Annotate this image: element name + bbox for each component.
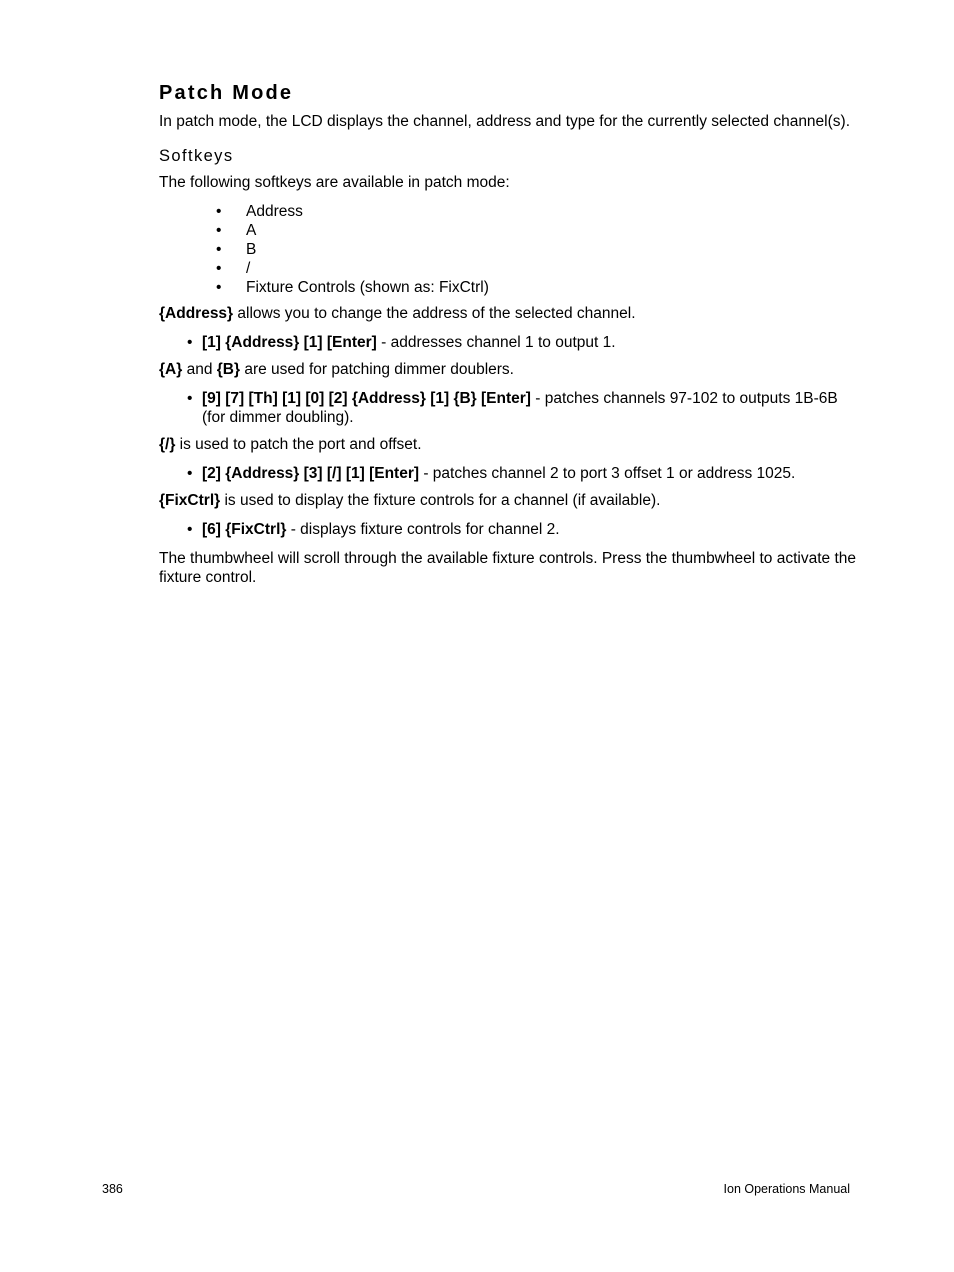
softkey-label: A [246, 222, 257, 239]
key-sequence: [1] {Address} [1] [Enter] [202, 334, 377, 351]
list-item [159, 520, 859, 539]
softkey-name: {/} [159, 436, 176, 453]
address-description [159, 304, 859, 323]
thumbwheel-paragraph: The thumbwheel will scroll through the available fixture controls. Press the thumbwheel to activate the fixture control. [159, 550, 856, 586]
description-text: and [182, 361, 217, 378]
intro-paragraph: In patch mode, the LCD displays the channel, address and type for the currently selected channel(s). [159, 113, 850, 130]
slash-description [159, 435, 859, 454]
list-item [159, 278, 859, 297]
ab-example-list [159, 389, 859, 427]
description-text: is used to display the fixture controls for a channel (if available). [220, 492, 661, 509]
bullet: • [187, 521, 193, 538]
description-text: are used for patching dimmer doublers. [240, 361, 514, 378]
bullet: • [216, 241, 222, 258]
slash-example-list [159, 464, 859, 483]
page-number: 386 [102, 1182, 123, 1196]
example-text: - patches channel 2 to port 3 offset 1 or address 1025. [419, 465, 796, 482]
example-text: - addresses channel 1 to output 1. [376, 334, 616, 351]
softkey-name: {B} [216, 361, 241, 378]
list-item [159, 333, 859, 352]
address-example-list [159, 333, 859, 352]
page-content [159, 80, 859, 587]
bullet: • [216, 279, 222, 296]
description-text: is used to patch the port and offset. [175, 436, 422, 453]
softkey-name: {Address} [159, 305, 234, 322]
manual-title: Ion Operations Manual [723, 1182, 850, 1196]
softkey-name: {FixCtrl} [159, 492, 221, 509]
list-item [159, 464, 859, 483]
softkey-label: Address [246, 203, 303, 220]
list-item [159, 259, 859, 278]
example-text: - patches channels 97-102 to outputs 1B-6B (for dimmer doubling). [202, 390, 838, 426]
softkey-label: B [246, 241, 257, 258]
bullet: • [187, 334, 193, 351]
softkeys-intro: The following softkeys are available in patch mode: [159, 174, 510, 191]
list-item [159, 389, 859, 427]
softkey-label: Fixture Controls (shown as: FixCtrl) [246, 279, 489, 296]
key-sequence: [6] {FixCtrl} [202, 521, 287, 538]
key-sequence: [9] [7] [Th] [1] [0] [2] {Address} [1] {B} [Enter] [202, 390, 531, 407]
page-title: Patch Mode [159, 82, 294, 104]
ab-description [159, 360, 859, 379]
bullet: • [187, 465, 193, 482]
fixctrl-example-list [159, 520, 859, 539]
softkey-name: {A} [159, 361, 183, 378]
fixctrl-description [159, 491, 859, 510]
list-item [159, 202, 859, 221]
bullet: • [216, 260, 222, 277]
softkey-label: / [246, 260, 251, 277]
example-text: - displays fixture controls for channel 2. [286, 521, 560, 538]
bullet: • [216, 222, 222, 239]
list-item [159, 240, 859, 259]
section-heading-softkeys: Softkeys [159, 147, 234, 165]
description-text: allows you to change the address of the selected channel. [233, 305, 636, 322]
bullet: • [187, 390, 193, 407]
bullet: • [216, 203, 222, 220]
key-sequence: [2] {Address} [3] [/] [1] [Enter] [202, 465, 420, 482]
softkeys-list [159, 202, 859, 297]
list-item [159, 221, 859, 240]
